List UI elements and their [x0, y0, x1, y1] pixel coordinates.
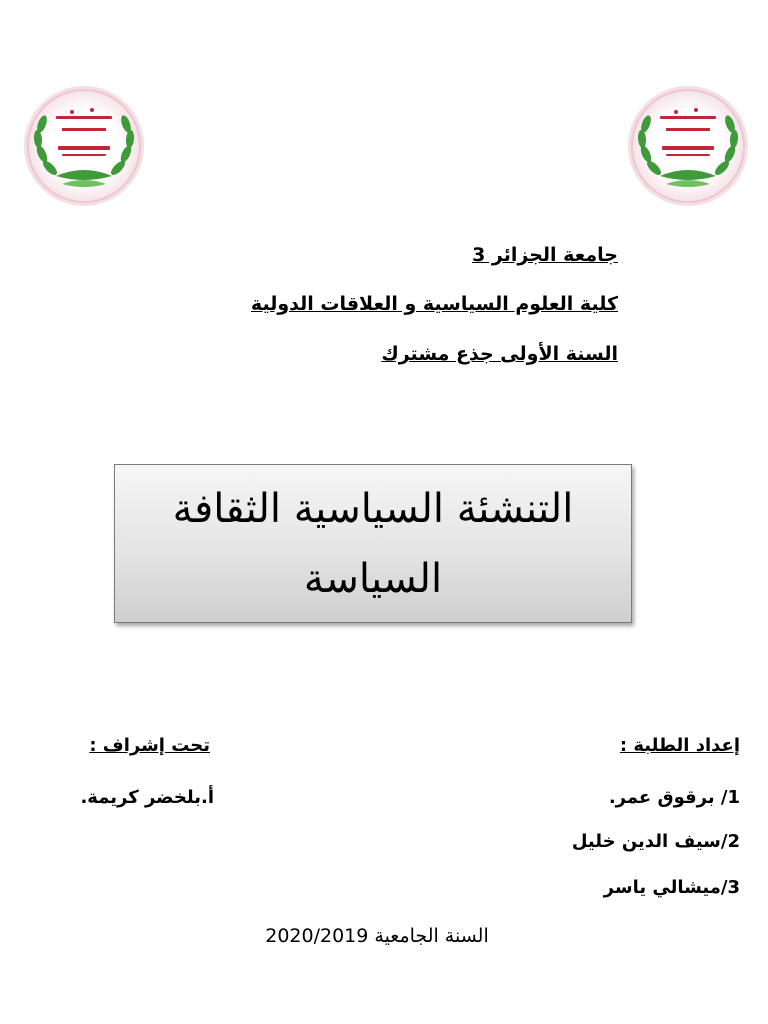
university-name: جامعة الجزائر 3: [472, 244, 618, 266]
student-name: 1/ برقوق عمر.: [608, 787, 740, 808]
student-name: 3/ميشالي ياسر: [603, 877, 740, 898]
study-level: السنة الأولى جذع مشترك: [381, 343, 618, 365]
university-seal-icon: [22, 84, 146, 208]
supervisor-name: أ.بلخضر كريمة.: [80, 787, 214, 808]
supervision-label: تحت إشراف :: [89, 735, 210, 756]
academic-year: السنة الجامعية 2020/2019: [265, 925, 489, 947]
document-title: التنشئة السياسية الثقافة السياسة: [172, 485, 574, 602]
title-box: [114, 464, 632, 623]
faculty-name: كلية العلوم السياسية و العلاقات الدولية: [250, 293, 618, 315]
university-logo-left: [22, 84, 146, 208]
university-logo-right: [626, 84, 750, 208]
university-seal-icon: [626, 84, 750, 208]
students-label: إعداد الطلبة :: [619, 735, 740, 756]
student-name: 2/سيف الدين خليل: [571, 831, 740, 852]
